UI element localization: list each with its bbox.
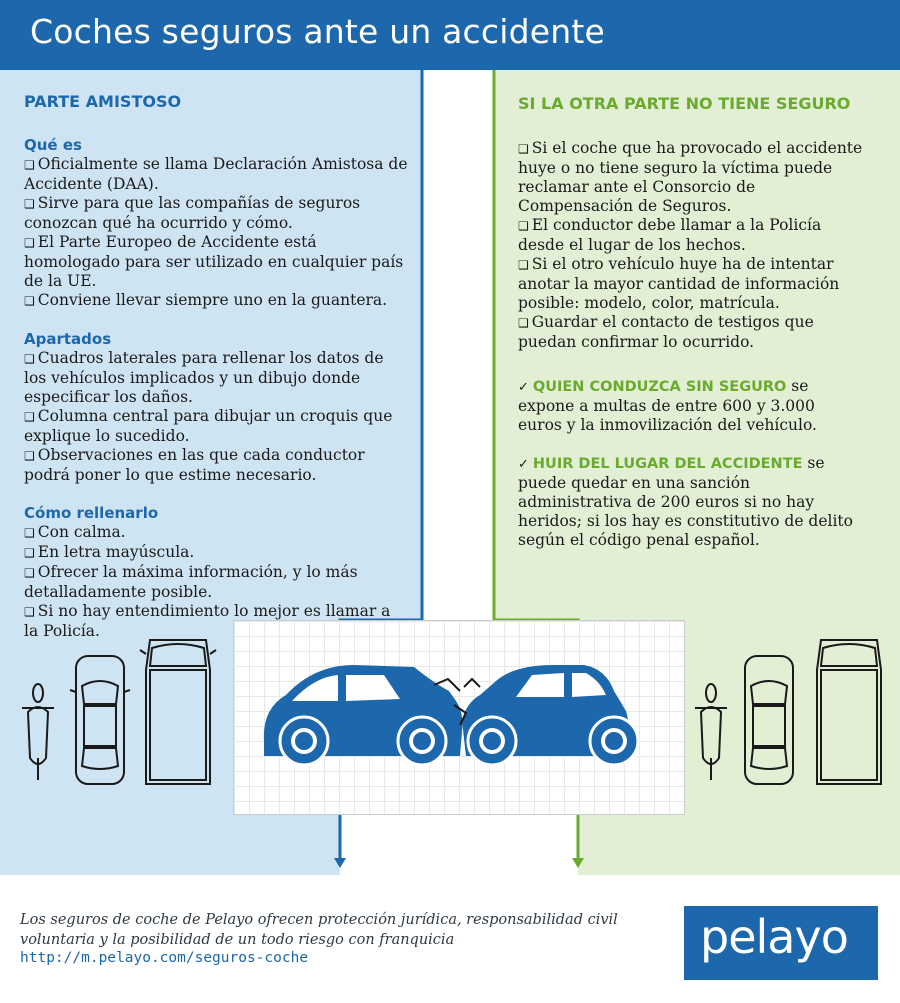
- pelayo-link[interactable]: http://m.pelayo.com/seguros-coche: [20, 950, 309, 966]
- checkbox-icon: ❑: [24, 410, 35, 424]
- list-item: ❑ Oficialmente se llama Declaración Amistosa de Accidente (DAA).: [24, 155, 408, 193]
- checkbox-icon: ❑: [518, 142, 529, 156]
- car-topview-icon: [70, 656, 130, 784]
- list-item: ❑ Guardar el contacto de testigos que puedan confirmar lo ocurrido.: [518, 313, 814, 351]
- car-topview-icon: [745, 656, 793, 784]
- page-title: Coches seguros ante un accidente: [30, 12, 606, 51]
- list-item: ❑ Conviene llevar siempre uno en la guantera.: [24, 291, 388, 309]
- checkbox-icon: ❑: [24, 352, 35, 366]
- footer-description: [20, 910, 660, 950]
- list-item: ❑ Sirve para que las compañías de seguros conozcan qué ha ocurrido y cómo.: [24, 194, 361, 232]
- left-panel-title: PARTE AMISTOSO: [24, 92, 182, 111]
- list-item: ❑ Ofrecer la máxima información, y lo más detalladamente posible.: [24, 563, 358, 601]
- checkbox-icon: ❑: [24, 566, 35, 580]
- left-panel: [24, 92, 409, 641]
- checkbox-icon: ❑: [518, 258, 529, 272]
- crash-cars-illustration: [234, 621, 686, 816]
- motorcycle-icon: [695, 684, 727, 780]
- checkmark-icon: ✓: [518, 380, 529, 395]
- checkbox-icon: ❑: [24, 605, 35, 619]
- list-item: ❑ En letra mayúscula.: [24, 543, 195, 561]
- left-vehicles: [10, 630, 225, 790]
- right-panel-title: SI LA OTRA PARTE NO TIENE SEGURO: [518, 94, 851, 113]
- section-heading-que-es: Qué es: [24, 136, 82, 154]
- checkbox-icon: ❑: [24, 526, 35, 540]
- crash-illustration-panel: [233, 620, 685, 815]
- footer-text-line: voluntaria y la posibilidad de un todo riesgo con franquicia: [20, 932, 455, 948]
- right-vehicles: [685, 630, 900, 790]
- note-huir-lugar: ✓ HUIR DEL LUGAR DEL ACCIDENTE se puede quedar en una sanción administrativa de 200 euros si no hay heridos; si los hay es constitutivo de delito según el código penal español.: [518, 454, 853, 549]
- pelayo-logo[interactable]: [684, 906, 878, 980]
- checkbox-icon: ❑: [24, 546, 35, 560]
- checkbox-icon: ❑: [24, 449, 35, 463]
- list-item: ❑ Cuadros laterales para rellenar los datos de los vehículos implicados y un dibujo donde especificar los daños.: [24, 349, 384, 406]
- checkbox-icon: ❑: [24, 294, 35, 308]
- van-topview-icon: [140, 640, 216, 784]
- list-item: ❑ Observaciones en las que cada conductor podrá poner lo que estime necesario.: [24, 446, 365, 484]
- footer-text-line: Los seguros de coche de Pelayo ofrecen protección jurídica, responsabilidad civil: [20, 912, 618, 928]
- checkmark-icon: ✓: [518, 457, 529, 472]
- list-item: ❑ El Parte Europeo de Accidente está homologado para ser utilizado en cualquier país de la UE.: [24, 233, 404, 290]
- checkbox-icon: ❑: [24, 158, 35, 172]
- list-item: ❑ Con calma.: [24, 523, 126, 541]
- van-topview-icon: [817, 640, 881, 784]
- checkbox-icon: ❑: [24, 236, 35, 250]
- note-sin-seguro: ✓ QUIEN CONDUZCA SIN SEGURO se expone a multas de entre 600 y 3.000 euros y la inmovilización del vehículo.: [518, 377, 817, 434]
- list-item: ❑ Columna central para dibujar un croquis que explique lo sucedido.: [24, 407, 393, 445]
- list-item: ❑ Si el otro vehículo huye ha de intentar anotar la mayor cantidad de información posible: modelo, color, matrícula.: [518, 255, 840, 312]
- list-item: ❑ Si no hay entendimiento lo mejor es llamar a la Policía.: [24, 602, 391, 640]
- checkbox-icon: ❑: [518, 219, 529, 233]
- list-item: ❑ El conductor debe llamar a la Policía desde el lugar de los hechos.: [518, 216, 822, 254]
- checkbox-icon: ❑: [24, 197, 35, 211]
- checkbox-icon: ❑: [518, 316, 529, 330]
- logo-text: pelayo: [700, 910, 848, 964]
- section-heading-como-rellenarlo: Cómo rellenarlo: [24, 504, 159, 522]
- section-heading-apartados: Apartados: [24, 330, 112, 348]
- right-panel: [518, 94, 863, 550]
- motorcycle-icon: [22, 684, 54, 780]
- list-item: ❑ Si el coche que ha provocado el accidente huye o no tiene seguro la víctima puede reclamar ante el Consorcio de Compensación de Seguros.: [518, 139, 863, 215]
